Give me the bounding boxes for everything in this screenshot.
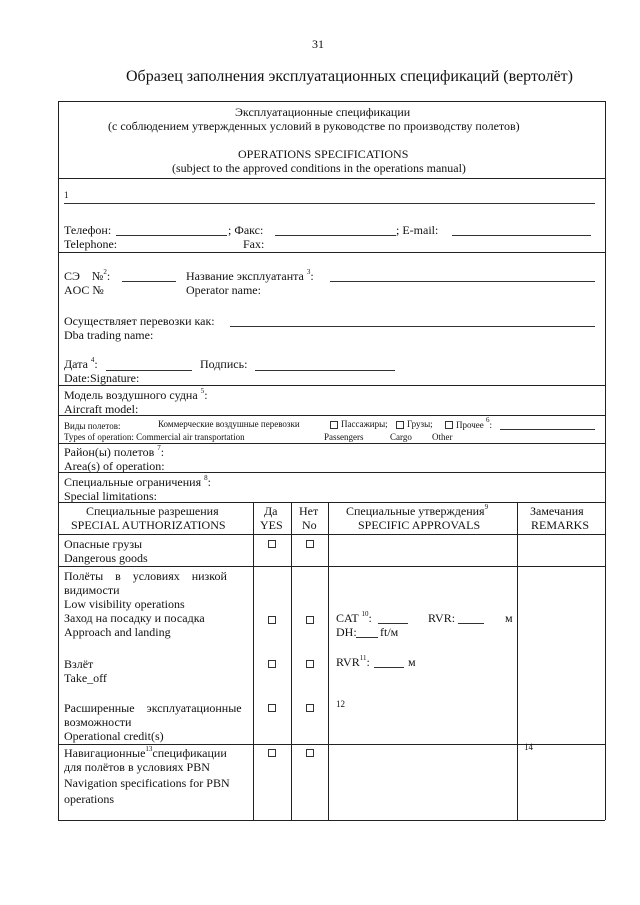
area-divider: [58, 472, 605, 473]
contact-divider: [58, 252, 605, 253]
aoc-label-en: AOC №: [64, 283, 104, 297]
approach-no-checkbox[interactable]: [306, 616, 314, 624]
ext-yes-checkbox[interactable]: [268, 704, 276, 712]
dba-label-ru: Осуществляет перевозки как:: [64, 314, 215, 328]
other-checkbox[interactable]: [445, 421, 453, 429]
phone-label: Телефон:: [64, 223, 112, 237]
aoc-line: [122, 281, 176, 282]
frame-right: [605, 101, 606, 820]
col-yes-en: YES: [260, 518, 283, 532]
area-text: Район(ы) полетов: [64, 445, 155, 459]
dh-label: DH:: [336, 625, 357, 639]
col-no-ru: Нет: [299, 504, 319, 518]
dg-no-checkbox[interactable]: [306, 540, 314, 548]
col-appr-en: SPECIFIC APPROVALS: [358, 518, 481, 532]
dh-unit: ft/м: [380, 625, 399, 639]
approach-yes-checkbox[interactable]: [268, 616, 276, 624]
cargo-checkbox[interactable]: [396, 421, 404, 429]
col-yes-ru: Да: [264, 504, 278, 518]
phone-line: [116, 235, 227, 236]
ext-label-en: Operational credit(s): [64, 729, 164, 743]
other-line: [500, 429, 595, 430]
types-label-en: Types of operation: Commercial air transportation: [64, 432, 245, 442]
other-label-en: Other: [432, 432, 453, 442]
dg-divider: [58, 566, 605, 567]
dg-yes-checkbox[interactable]: [268, 540, 276, 548]
col-auth-ru: Специальные разрешения: [86, 504, 219, 518]
dg-label-ru: Опасные грузы: [64, 537, 143, 551]
area-label-en: Area(s) of operation:: [64, 459, 165, 473]
other-sup: 6: [486, 416, 490, 424]
cargo-label-en: Cargo: [390, 432, 412, 442]
dg-label-en: Dangerous goods: [64, 551, 148, 565]
signature-label-ru: Подпись:: [200, 357, 248, 371]
ext-note: 12: [336, 699, 345, 709]
approach-label-en: Approach and landing: [64, 625, 171, 639]
col-appr-sup: 9: [484, 503, 489, 511]
rvr-unit: м: [505, 611, 513, 625]
frame-bottom: [58, 820, 605, 821]
pbn-sup: 13: [145, 745, 153, 753]
takeoff-label-ru: Взлёт: [64, 657, 94, 671]
fax-line: [275, 235, 396, 236]
area-label-ru: Район(ы) полетов $^7$:: [64, 444, 165, 459]
operations-divider: [58, 443, 605, 444]
operator-name-sup: 3: [306, 268, 311, 276]
rvr2-label: RVR$^{11}$:: [336, 654, 370, 669]
area-sup: 7: [157, 444, 161, 452]
header-divider: [58, 178, 605, 179]
rvr-line: [458, 623, 484, 624]
col-line-1: [253, 502, 254, 820]
takeoff-label-en: Take_off: [64, 671, 107, 685]
limitations-text: Специальные ограничения: [64, 475, 202, 489]
pbn-no-checkbox[interactable]: [306, 749, 314, 757]
dba-line: [230, 326, 595, 327]
signature-line: [255, 370, 395, 371]
other-text: Прочее: [456, 420, 484, 430]
fax-en-label: Fax:: [243, 237, 265, 251]
date-sup: 4: [90, 356, 95, 364]
commercial-label-ru: Коммерческие воздушные перевозки: [158, 419, 300, 429]
header-en-subtitle: (subject to the approved conditions in the operations manual): [172, 161, 466, 175]
lvo-label-en: Low visibility operations: [64, 597, 185, 611]
rvr2-sup: 11: [359, 654, 367, 662]
pbn-yes-checkbox[interactable]: [268, 749, 276, 757]
operator-name-text: Название эксплуатанта: [186, 269, 304, 283]
frame-top: [58, 101, 605, 102]
cargo-label-ru: Грузы;: [407, 419, 433, 429]
col-auth-en: SPECIAL AUTHORIZATIONS: [71, 518, 226, 532]
pbn-label-ru-1: [64, 747, 227, 759]
aoc-label-ru: СЭ №$^2$:: [64, 268, 111, 283]
aircraft-model-sup: 5: [200, 387, 205, 395]
rvr2-unit: м: [408, 655, 416, 669]
limitations-sup: 8: [204, 474, 208, 482]
aircraft-divider: [58, 415, 605, 416]
telephone-en-label: Telephone:: [64, 237, 118, 251]
fax-label: ; Факс:: [228, 223, 264, 237]
ext-no-checkbox[interactable]: [306, 704, 314, 712]
operator-name-label-ru: Название эксплуатанта $^3$:: [186, 268, 314, 283]
email-label: ; E-mail:: [396, 223, 439, 237]
operator-name-en: Operator name:: [186, 283, 261, 297]
takeoff-yes-checkbox[interactable]: [268, 660, 276, 668]
col-appr-ru: [346, 505, 488, 517]
types-label-ru: Виды полетов:: [64, 421, 121, 431]
pbn-text-b: спецификации: [152, 746, 227, 760]
aircraft-model-ru: Модель воздушного судна $^5$:: [64, 387, 208, 402]
rvr2-line: [374, 667, 404, 668]
col-rem-ru: Замечания: [530, 504, 584, 518]
rvr2-text: RVR: [336, 655, 360, 669]
other-label-ru: Прочее $^6$:: [456, 416, 493, 430]
table-header-divider: [58, 534, 605, 535]
header-ru-title: Эксплуатационные спецификации: [235, 105, 411, 119]
cat-line: [378, 623, 408, 624]
col-line-2: [291, 502, 292, 820]
operator-divider: [58, 385, 605, 386]
limitations-label-ru: Специальные ограничения $^8$:: [64, 474, 211, 489]
frame-left: [58, 101, 59, 820]
aircraft-model-en: Aircraft model:: [64, 402, 139, 416]
page-title: Образец заполнения эксплуатационных спецификаций (вертолёт): [126, 68, 573, 85]
lvo-label-ru-2: видимости: [64, 583, 120, 597]
dh-line: [356, 637, 378, 638]
lvo-divider: [58, 744, 605, 745]
pbn-label-ru-2: для полётов в условиях PBN: [64, 760, 210, 774]
passengers-checkbox[interactable]: [330, 421, 338, 429]
cat-sup: 10: [361, 610, 369, 618]
limitations-label-en: Special limitations:: [64, 489, 157, 503]
rvr-label: RVR:: [428, 611, 456, 625]
operator-name-line: [330, 281, 595, 282]
ext-label-ru-1: Расширенные эксплуатационные: [64, 701, 242, 715]
pbn-text-a: Навигационные: [64, 746, 146, 760]
passengers-label-en: Passengers: [324, 432, 364, 442]
takeoff-no-checkbox[interactable]: [306, 660, 314, 668]
ext-label-ru-2: возможности: [64, 715, 132, 729]
contact-footnote: 1: [64, 190, 69, 200]
email-line: [452, 235, 591, 236]
approach-label-ru: Заход на посадку и посадка: [64, 611, 205, 625]
col-appr-text: Специальные утверждения: [346, 504, 485, 518]
pbn-label-en-2: operations: [64, 792, 114, 806]
dba-label-en: Dba trading name:: [64, 328, 154, 342]
passengers-label-ru: Пассажиры;: [341, 419, 388, 429]
cat-label: CAT $^{10}$:: [336, 610, 372, 625]
aoc-label-text: СЭ №: [64, 269, 104, 283]
header-ru-subtitle: (с соблюдением утвержденных условий в руководстве по производству полетов): [108, 119, 520, 133]
col-line-4: [517, 502, 518, 820]
aircraft-model-text: Модель воздушного судна: [64, 388, 198, 402]
col-line-3: [328, 502, 329, 820]
header-en-title: OPERATIONS SPECIFICATIONS: [238, 147, 409, 161]
pbn-note: 14: [524, 742, 533, 752]
date-text: Дата: [64, 357, 88, 371]
aoc-sup: 2: [103, 268, 107, 276]
limitations-divider: [58, 502, 605, 503]
date-label-ru: Дата $^4$:: [64, 356, 98, 371]
col-no-en: No: [302, 518, 317, 532]
pbn-label-en-1: Navigation specifications for PBN: [64, 776, 230, 790]
contact-name-line: [64, 203, 595, 204]
col-rem-en: REMARKS: [531, 518, 590, 532]
cat-text: CAT: [336, 611, 359, 625]
page-number: 31: [312, 37, 324, 51]
date-signature-en: Date:Signature:: [64, 371, 140, 385]
lvo-label-ru-1: Полёты в условиях низкой: [64, 569, 227, 583]
